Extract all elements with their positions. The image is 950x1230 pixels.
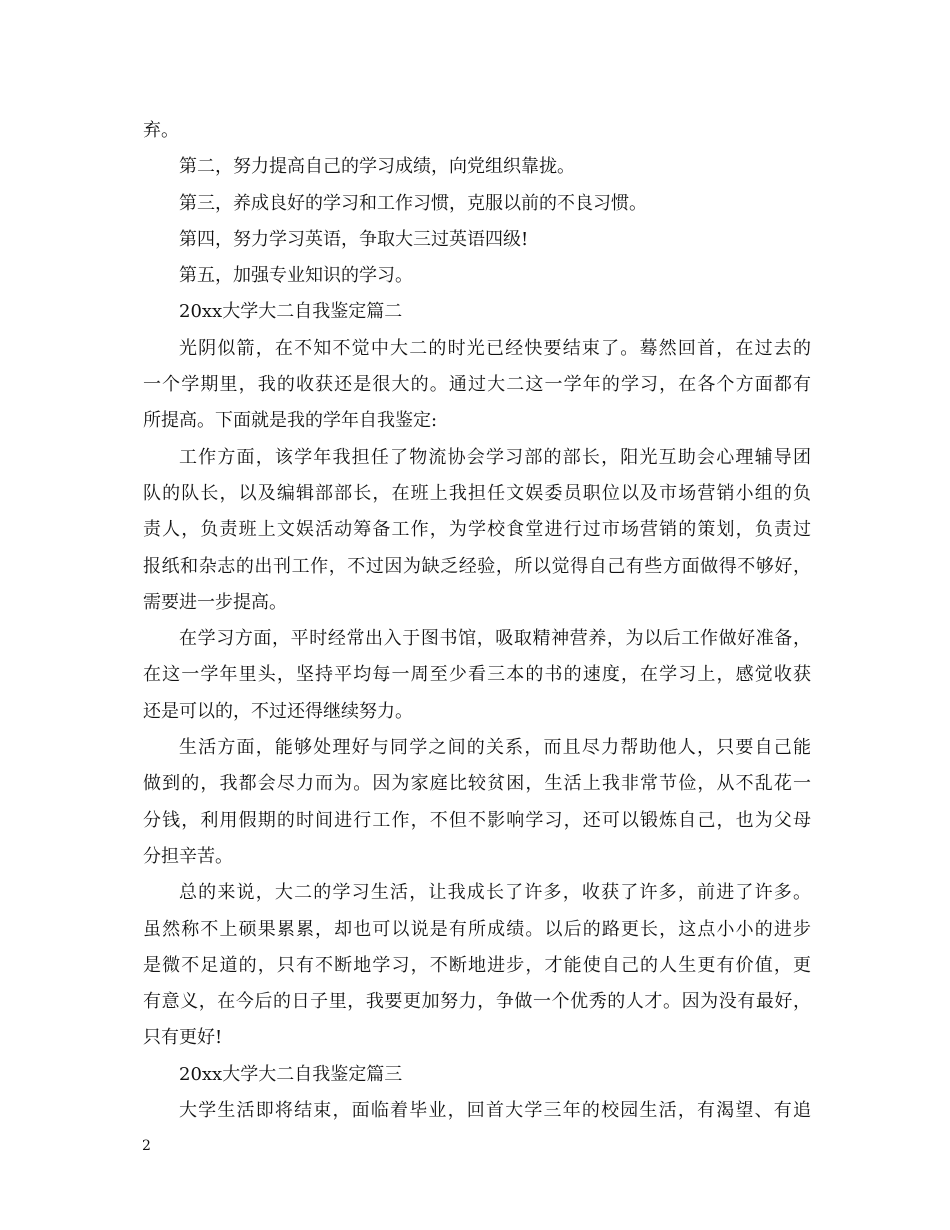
list-item-fifth: 第五，加强专业知识的学习。 bbox=[179, 265, 413, 287]
text-line: 分钱，利用假期的时间进行工作，不但不影响学习，还可以锻炼自己，也为父母 bbox=[143, 809, 811, 831]
text-line: 光阴似箭，在不知不觉中大二的时光已经快要结束了。蓦然回首，在过去的 bbox=[179, 337, 811, 359]
text-line: 所提高。下面就是我的学年自我鉴定: bbox=[143, 410, 438, 432]
text-line: 一个学期里，我的收获还是很大的。通过大二这一学年的学习，在各个方面都有 bbox=[143, 374, 811, 396]
text-line: 虽然称不上硕果累累，却也可以说是有所成绩。以后的路更长，这点小小的进步 bbox=[143, 918, 811, 940]
text-line: 弃。 bbox=[143, 120, 179, 141]
text-line: 生活方面，能够处理好与同学之间的关系，而且尽力帮助他人，只要自己能 bbox=[179, 737, 811, 759]
text-line: 还是可以的，不过还得继续努力。 bbox=[143, 700, 413, 722]
text-line: 是微不足道的，只有不断地学习，不断地进步，才能使自己的人生更有价值，更 bbox=[143, 954, 811, 976]
text-line: 大学生活即将结束，面临着毕业，回首大学三年的校园生活，有渴望、有追 bbox=[179, 1100, 811, 1122]
section-heading-part-two: 20xx大学大二自我鉴定篇二 bbox=[179, 301, 403, 323]
text-line: 责人，负责班上文娱活动筹备工作，为学校食堂进行过市场营销的策划，负责过 bbox=[143, 519, 811, 541]
page-number: 2 bbox=[142, 1138, 151, 1154]
list-item-fourth: 第四，努力学习英语，争取大三过英语四级! bbox=[179, 228, 529, 250]
text-line: 分担辛苦。 bbox=[143, 845, 233, 867]
document-body bbox=[143, 113, 811, 1129]
list-item-second: 第二，努力提高自己的学习成绩，向党组织靠拢。 bbox=[179, 156, 575, 178]
text-line: 队的队长，以及编辑部部长，在班上我担任文娱委员职位以及市场营销小组的负 bbox=[143, 482, 811, 504]
section-heading-part-three: 20xx大学大二自我鉴定篇三 bbox=[179, 1063, 403, 1085]
text-line: 有意义，在今后的日子里，我要更加努力，争做一个优秀的人才。因为没有最好， bbox=[143, 991, 811, 1013]
list-item-third: 第三，养成良好的学习和工作习惯，克服以前的不良习惯。 bbox=[179, 192, 647, 214]
text-line: 在学习方面，平时经常出入于图书馆，吸取精神营养，为以后工作做好准备， bbox=[179, 628, 811, 650]
text-line: 报纸和杂志的出刊工作，不过因为缺乏经验，所以觉得自己有些方面做得不够好， bbox=[143, 555, 811, 577]
text-line: 只有更好! bbox=[143, 1027, 223, 1049]
text-line: 在这一学年里头，坚持平均每一周至少看三本的书的速度，在学习上，感觉收获 bbox=[143, 664, 811, 686]
text-line: 工作方面，该学年我担任了物流协会学习部的部长，阳光互助会心理辅导团 bbox=[179, 446, 811, 468]
text-line: 总的来说，大二的学习生活，让我成长了许多，收获了许多，前进了许多。 bbox=[179, 882, 811, 904]
text-line: 需要进一步提高。 bbox=[143, 591, 287, 613]
text-line: 做到的，我都会尽力而为。因为家庭比较贫困，生活上我非常节俭，从不乱花一 bbox=[143, 773, 811, 795]
